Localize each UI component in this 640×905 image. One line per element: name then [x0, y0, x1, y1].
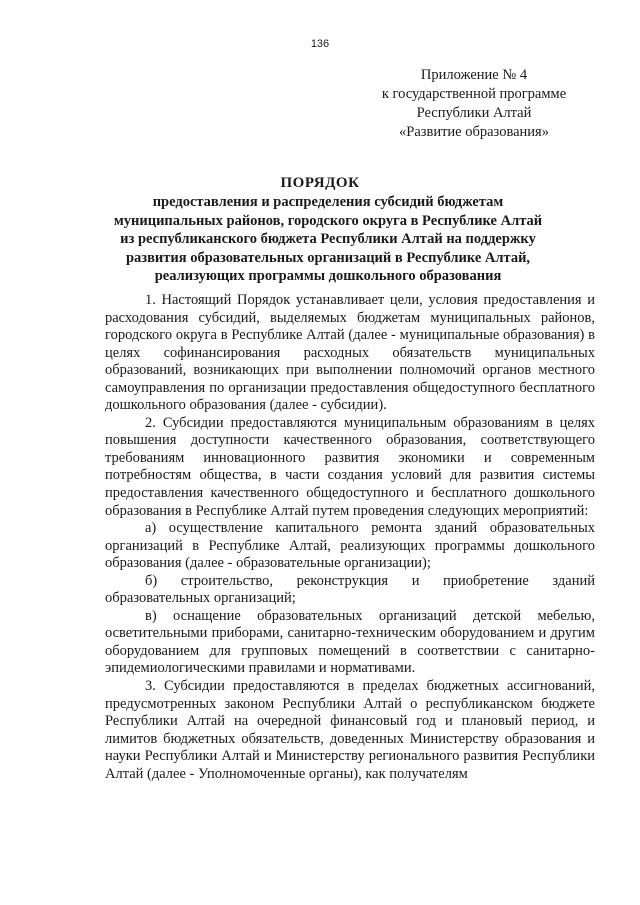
appendix-line: «Развитие образования»	[399, 124, 549, 140]
subtitle-line: предоставления и распределения субсидий бюджетам	[152, 194, 504, 210]
paragraph: б) строительство, реконструкция и приобретение зданий образовательных организаций;	[105, 572, 595, 607]
document-subtitle	[100, 193, 556, 286]
appendix-line: Республики Алтай	[416, 105, 532, 121]
subtitle-line: развития образовательных организаций в Республике Алтай,	[125, 249, 531, 266]
appendix-header	[362, 66, 586, 142]
appendix-line: Приложение № 4	[420, 67, 528, 83]
appendix-line: к государственной программе	[381, 86, 567, 102]
subtitle-line: из республиканского бюджета Республики Алтай на поддержку	[120, 231, 536, 248]
paragraph: 1. Настоящий Порядок устанавливает цели, условия предоставления и расходования субсидий, выделяемых бюджетам муниципальных районов, городского округа в Республике Алтай (далее - муниципальные образования) в целях софинансирования расходных обязательств муниципальных образований, возникающих при выполнении полномочий органов местного самоуправления по организации предоставления общедоступного бесплатного дошкольного образования (далее - субсидии).	[105, 292, 595, 414]
subtitle-line: реализующих программы дошкольного образования	[154, 268, 502, 285]
page-number: 136	[310, 38, 330, 50]
paragraph: 2. Субсидии предоставляются муниципальным образованиям в целях повышения доступности качественного образования, соответствующего требованиям инновационного развития экономики и современным потребностям общества, в части создания условий для развития системы предоставления качественного общедоступного и бесплатного дошкольного образования в Республике Алтай путем проведения следующих мероприятий:	[105, 414, 595, 519]
paragraph: 3. Субсидии предоставляются в пределах бюджетных ассигнований, предусмотренных законом Республики Алтай о республиканском бюджете Республики Алтай на очередной финансовый год и плановый период, и лимитов бюджетных обязательств, доведенных Министерству образования и науки Республики Алтай и Министерству регионального развития Республики Алтай (далее - Уполномоченные органы), как получателям	[105, 678, 595, 782]
paragraph: в) оснащение образовательных организаций детской мебелью, осветительными приборами, санитарно-техническим оборудованием и другим оборудованием для групповых помещений в соответствии с санитарно-эпидемиологическими правилами и нормативами.	[105, 607, 595, 677]
paragraph: а) осуществление капитального ремонта зданий образовательных организаций в Республике Алтай, реализующих программы дошкольного образования (далее - образовательные организации);	[105, 520, 595, 572]
subtitle-line: муниципальных районов, городского округа в Республике Алтай	[113, 212, 543, 229]
document-body	[105, 292, 595, 783]
document-title: ПОРЯДОК	[280, 175, 360, 191]
